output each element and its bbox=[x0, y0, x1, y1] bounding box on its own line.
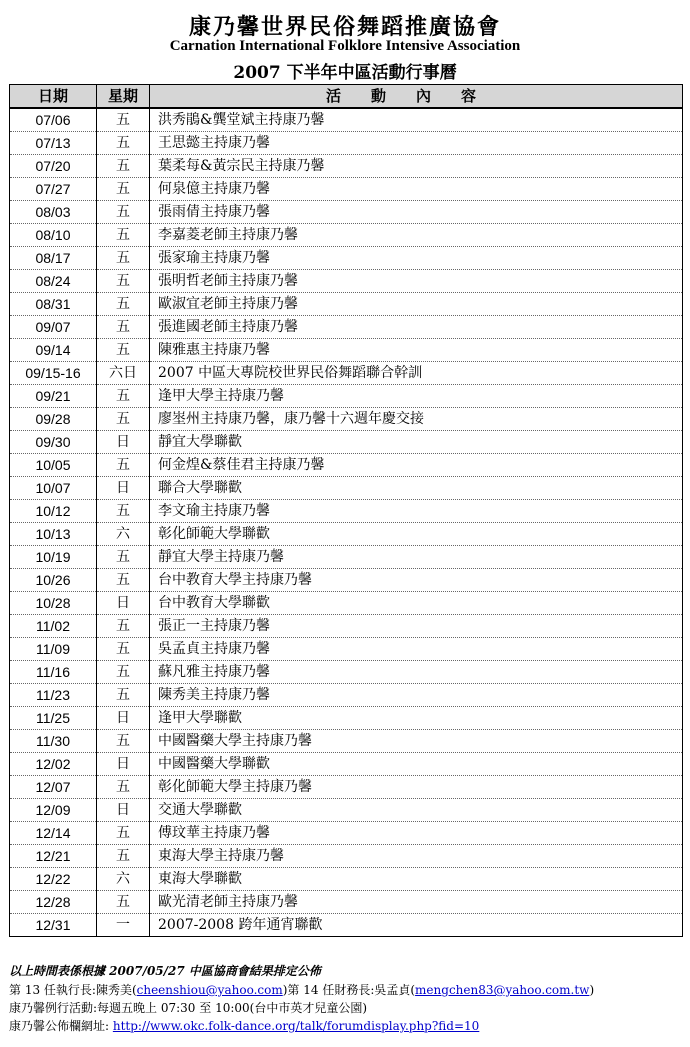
bulletin-board-prefix: 康乃馨公佈欄網址: bbox=[9, 1019, 113, 1033]
schedule-content: 東海大學主持康乃馨 bbox=[150, 845, 683, 868]
schedule-row bbox=[10, 753, 683, 776]
schedule-content: 王思懿主持康乃馨 bbox=[150, 132, 683, 155]
schedule-date: 09/14 bbox=[10, 339, 97, 362]
schedule-row bbox=[10, 500, 683, 523]
schedule-weekday: 五 bbox=[97, 661, 150, 684]
schedule-row bbox=[10, 247, 683, 270]
schedule-row bbox=[10, 822, 683, 845]
schedule-date: 09/28 bbox=[10, 408, 97, 431]
schedule-row bbox=[10, 638, 683, 661]
schedule-date: 09/15-16 bbox=[10, 362, 97, 385]
column-header-content: 活動內容 bbox=[150, 85, 683, 109]
schedule-date: 08/17 bbox=[10, 247, 97, 270]
schedule-date: 11/23 bbox=[10, 684, 97, 707]
schedule-weekday: 五 bbox=[97, 408, 150, 431]
schedule-content: 張進國老師主持康乃馨 bbox=[150, 316, 683, 339]
schedule-weekday: 五 bbox=[97, 108, 150, 132]
schedule-weekday: 五 bbox=[97, 822, 150, 845]
schedule-content: 逢甲大學聯歡 bbox=[150, 707, 683, 730]
schedule-content: 張家瑜主持康乃馨 bbox=[150, 247, 683, 270]
schedule-date: 11/09 bbox=[10, 638, 97, 661]
schedule-row bbox=[10, 592, 683, 615]
schedule-weekday: 六 bbox=[97, 868, 150, 891]
schedule-date: 12/21 bbox=[10, 845, 97, 868]
schedule-content: 李文瑜主持康乃馨 bbox=[150, 500, 683, 523]
schedule-weekday: 五 bbox=[97, 776, 150, 799]
officers-prefix: 第 13 任執行長:陳秀美( bbox=[9, 983, 137, 997]
schedule-weekday: 五 bbox=[97, 224, 150, 247]
schedule-row bbox=[10, 201, 683, 224]
schedule-date: 09/30 bbox=[10, 431, 97, 454]
schedule-weekday: 一 bbox=[97, 914, 150, 937]
schedule-weekday: 六 bbox=[97, 523, 150, 546]
schedule-date: 12/31 bbox=[10, 914, 97, 937]
schedule-weekday: 日 bbox=[97, 592, 150, 615]
schedule-row bbox=[10, 408, 683, 431]
schedule-row bbox=[10, 730, 683, 753]
schedule-content: 何泉億主持康乃馨 bbox=[150, 178, 683, 201]
schedule-row bbox=[10, 661, 683, 684]
schedule-row bbox=[10, 293, 683, 316]
schedule-weekday: 日 bbox=[97, 431, 150, 454]
schedule-weekday: 五 bbox=[97, 891, 150, 914]
regular-activity-line: 康乃馨例行活動:每週五晚上 07:30 至 10:00(台中市英才兒童公園) bbox=[9, 1001, 368, 1015]
schedule-row bbox=[10, 523, 683, 546]
schedule-date: 11/30 bbox=[10, 730, 97, 753]
schedule-row bbox=[10, 178, 683, 201]
schedule-content: 台中教育大學聯歡 bbox=[150, 592, 683, 615]
schedule-row bbox=[10, 845, 683, 868]
schedule-weekday: 五 bbox=[97, 178, 150, 201]
schedule-date: 12/14 bbox=[10, 822, 97, 845]
schedule-content: 靜宜大學聯歡 bbox=[150, 431, 683, 454]
schedule-date: 11/25 bbox=[10, 707, 97, 730]
schedule-weekday: 五 bbox=[97, 638, 150, 661]
schedule-date: 12/02 bbox=[10, 753, 97, 776]
schedule-content: 傅玟華主持康乃馨 bbox=[150, 822, 683, 845]
schedule-weekday: 五 bbox=[97, 546, 150, 569]
bulletin-board-link[interactable]: http://www.okc.folk-dance.org/talk/forumdisplay.php?fid=10 bbox=[112, 1019, 480, 1033]
schedule-weekday: 五 bbox=[97, 615, 150, 638]
schedule-weekday: 五 bbox=[97, 339, 150, 362]
schedule-row bbox=[10, 316, 683, 339]
schedule-weekday: 五 bbox=[97, 500, 150, 523]
schedule-row bbox=[10, 224, 683, 247]
schedule-row bbox=[10, 477, 683, 500]
schedule-weekday: 日 bbox=[97, 799, 150, 822]
schedule-content: 陳秀美主持康乃馨 bbox=[150, 684, 683, 707]
schedule-date: 12/28 bbox=[10, 891, 97, 914]
schedule-content: 聯合大學聯歡 bbox=[150, 477, 683, 500]
schedule-row bbox=[10, 108, 683, 132]
schedule-date: 12/09 bbox=[10, 799, 97, 822]
schedule-content: 張明哲老師主持康乃馨 bbox=[150, 270, 683, 293]
officers-mid: )第 14 任財務長:吳孟貞( bbox=[282, 983, 416, 997]
schedule-body bbox=[10, 108, 683, 937]
schedule-weekday: 日 bbox=[97, 477, 150, 500]
calendar-subtitle: 2007 下半年中區活動行事曆 bbox=[233, 63, 457, 83]
schedule-weekday: 五 bbox=[97, 684, 150, 707]
schedule-date: 10/05 bbox=[10, 454, 97, 477]
schedule-header-row bbox=[10, 85, 683, 109]
schedule-weekday: 五 bbox=[97, 316, 150, 339]
schedule-row bbox=[10, 891, 683, 914]
schedule-content: 逢甲大學主持康乃馨 bbox=[150, 385, 683, 408]
schedule-date: 07/27 bbox=[10, 178, 97, 201]
schedule-content: 洪秀鵑&龔堂斌主持康乃馨 bbox=[150, 108, 683, 132]
schedule-date: 07/06 bbox=[10, 108, 97, 132]
schedule-date: 08/24 bbox=[10, 270, 97, 293]
schedule-content: 彰化師範大學聯歡 bbox=[150, 523, 683, 546]
schedule-content: 東海大學聯歡 bbox=[150, 868, 683, 891]
column-header-weekday: 星期 bbox=[97, 85, 150, 109]
schedule-note: 以上時間表係根據 2007/05/27 中區協商會結果排定公佈 bbox=[9, 964, 321, 978]
schedule-weekday: 五 bbox=[97, 845, 150, 868]
schedule-row bbox=[10, 776, 683, 799]
schedule-date: 12/07 bbox=[10, 776, 97, 799]
schedule-row bbox=[10, 454, 683, 477]
schedule-row bbox=[10, 914, 683, 937]
schedule-weekday: 五 bbox=[97, 454, 150, 477]
schedule-weekday: 五 bbox=[97, 132, 150, 155]
schedule-content: 吳孟貞主持康乃馨 bbox=[150, 638, 683, 661]
schedule-row bbox=[10, 362, 683, 385]
schedule-date: 10/07 bbox=[10, 477, 97, 500]
schedule-row bbox=[10, 431, 683, 454]
schedule-row bbox=[10, 546, 683, 569]
schedule-content: 廖埊州主持康乃馨，康乃馨十六週年慶交接 bbox=[150, 408, 683, 431]
schedule-content: 中國醫藥大學主持康乃馨 bbox=[150, 730, 683, 753]
schedule-weekday: 五 bbox=[97, 730, 150, 753]
schedule-date: 09/07 bbox=[10, 316, 97, 339]
schedule-row bbox=[10, 155, 683, 178]
schedule-date: 10/13 bbox=[10, 523, 97, 546]
schedule-weekday: 五 bbox=[97, 201, 150, 224]
schedule-row bbox=[10, 707, 683, 730]
schedule-date: 11/16 bbox=[10, 661, 97, 684]
schedule-content: 張正一主持康乃馨 bbox=[150, 615, 683, 638]
officers-suffix: ) bbox=[589, 983, 595, 997]
schedule-date: 08/03 bbox=[10, 201, 97, 224]
schedule-weekday: 六日 bbox=[97, 362, 150, 385]
schedule-date: 12/22 bbox=[10, 868, 97, 891]
officers-line bbox=[9, 982, 689, 999]
schedule-content: 2007-2008 跨年通宵聯歡 bbox=[150, 914, 683, 937]
schedule-content: 蘇凡雅主持康乃馨 bbox=[150, 661, 683, 684]
schedule-content: 台中教育大學主持康乃馨 bbox=[150, 569, 683, 592]
schedule-row bbox=[10, 868, 683, 891]
schedule-weekday: 日 bbox=[97, 707, 150, 730]
schedule-row bbox=[10, 339, 683, 362]
association-title-chinese: 康乃馨世界民俗舞蹈推廣協會 bbox=[188, 14, 501, 40]
schedule-weekday: 五 bbox=[97, 270, 150, 293]
schedule-content: 歐淑宜老師主持康乃馨 bbox=[150, 293, 683, 316]
schedule-date: 07/20 bbox=[10, 155, 97, 178]
schedule-content: 葉柔每&黃宗民主持康乃馨 bbox=[150, 155, 683, 178]
schedule-weekday: 五 bbox=[97, 385, 150, 408]
schedule-row bbox=[10, 132, 683, 155]
schedule-content: 靜宜大學主持康乃馨 bbox=[150, 546, 683, 569]
schedule-row bbox=[10, 684, 683, 707]
schedule-content: 張雨倩主持康乃馨 bbox=[150, 201, 683, 224]
schedule-date: 10/28 bbox=[10, 592, 97, 615]
association-title-english: Carnation International Folklore Intensive Association bbox=[169, 38, 521, 54]
schedule-content: 陳雅惠主持康乃馨 bbox=[150, 339, 683, 362]
schedule-row bbox=[10, 385, 683, 408]
schedule-row bbox=[10, 270, 683, 293]
schedule-date: 10/12 bbox=[10, 500, 97, 523]
schedule-weekday: 五 bbox=[97, 155, 150, 178]
email-link-treasurer[interactable]: mengchen83@yahoo.com.tw bbox=[415, 983, 590, 997]
schedule-content: 李嘉菱老師主持康乃馨 bbox=[150, 224, 683, 247]
schedule-date: 08/31 bbox=[10, 293, 97, 316]
schedule-date: 10/19 bbox=[10, 546, 97, 569]
schedule-table bbox=[9, 84, 683, 937]
schedule-content: 彰化師範大學主持康乃馨 bbox=[150, 776, 683, 799]
schedule-row bbox=[10, 615, 683, 638]
schedule-weekday: 五 bbox=[97, 569, 150, 592]
email-link-executive[interactable]: cheenshiou@yahoo.com bbox=[136, 983, 283, 997]
schedule-weekday: 日 bbox=[97, 753, 150, 776]
schedule-date: 09/21 bbox=[10, 385, 97, 408]
schedule-content: 交通大學聯歡 bbox=[150, 799, 683, 822]
schedule-weekday: 五 bbox=[97, 293, 150, 316]
schedule-weekday: 五 bbox=[97, 247, 150, 270]
schedule-content: 中國醫藥大學聯歡 bbox=[150, 753, 683, 776]
schedule-date: 08/10 bbox=[10, 224, 97, 247]
schedule-date: 11/02 bbox=[10, 615, 97, 638]
schedule-row bbox=[10, 799, 683, 822]
bulletin-board-line bbox=[9, 1018, 689, 1035]
schedule-content: 2007 中區大專院校世界民俗舞蹈聯合幹訓 bbox=[150, 362, 683, 385]
schedule-row bbox=[10, 569, 683, 592]
schedule-date: 10/26 bbox=[10, 569, 97, 592]
column-header-date: 日期 bbox=[10, 85, 97, 109]
schedule-content: 何金煌&蔡佳君主持康乃馨 bbox=[150, 454, 683, 477]
schedule-content: 歐光清老師主持康乃馨 bbox=[150, 891, 683, 914]
schedule-date: 07/13 bbox=[10, 132, 97, 155]
